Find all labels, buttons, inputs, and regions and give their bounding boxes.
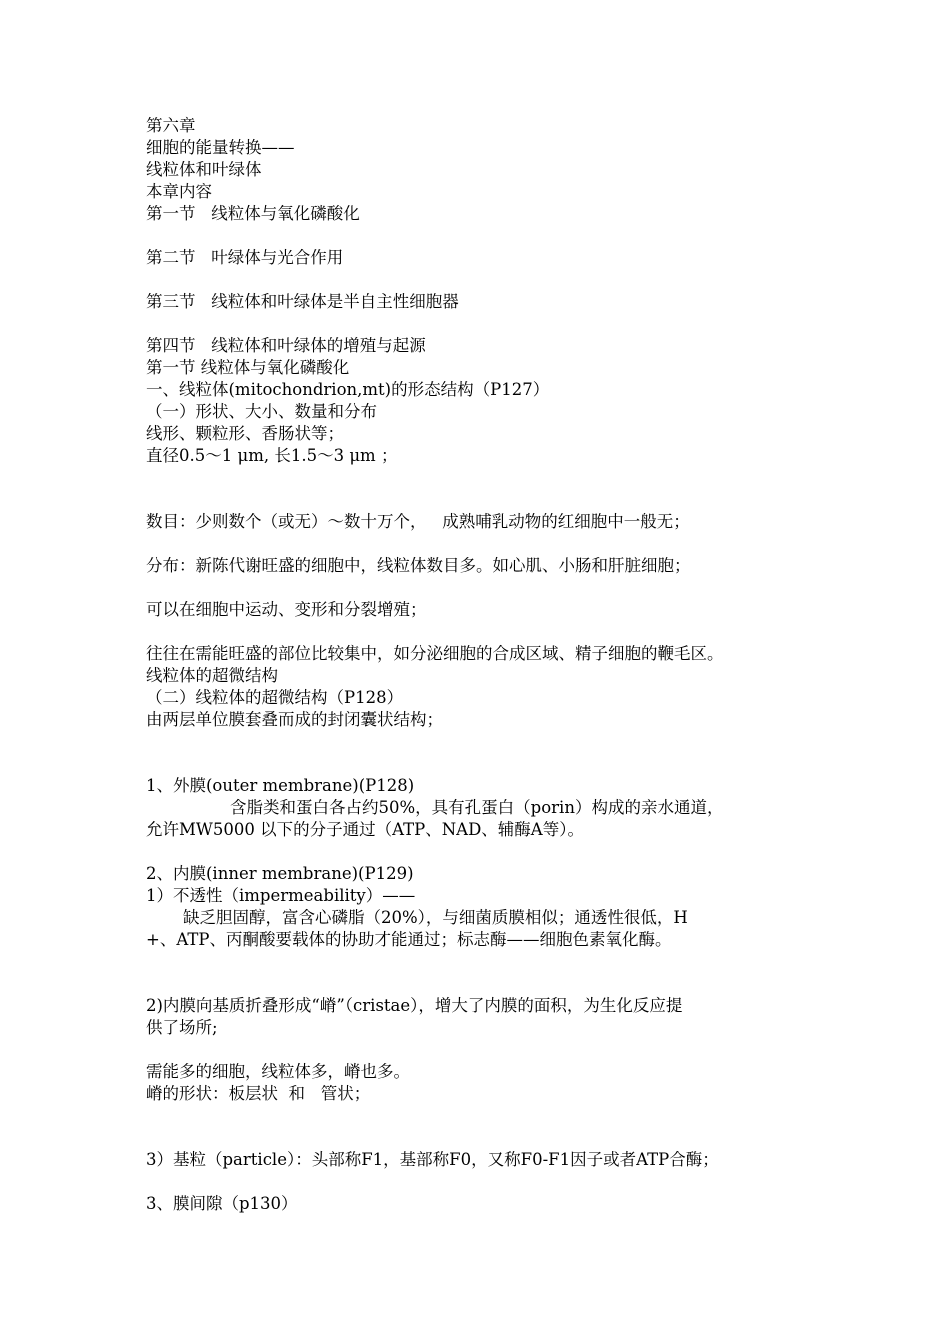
outer-membrane-text-2: 允许MW5000 以下的分子通过（ATP、NAD、辅酶A等）。 [146,820,584,839]
impermeability-text-1: 缺乏胆固醇，富含心磷脂（20%），与细菌质膜相似；通透性很低，H [183,908,688,927]
ultrastructure-title: 线粒体的超微结构 [146,666,278,685]
concentration-text: 往往在需能旺盛的部位比较集中，如分泌细胞的合成区域、精子细胞的鞭毛区。 [146,644,724,663]
outer-membrane-heading: 1、外膜(outer membrane)(P128) [146,776,415,795]
contents-item-2: 第二节 叶绿体与光合作用 [146,248,344,267]
chapter-number: 第六章 [146,116,196,135]
impermeability-text-2: +、ATP、丙酮酸要载体的协助才能通过；标志酶——细胞色素氧化酶。 [146,930,672,949]
distribution-text: 分布：新陈代谢旺盛的细胞中，线粒体数目多。如心肌、小肠和肝脏细胞； [146,556,691,575]
cristae-shape-text: 嵴的形状：板层状 和 管状； [146,1084,371,1103]
chapter-title-line-2: 线粒体和叶绿体 [146,160,262,179]
section-heading: 第一节 线粒体与氧化磷酸化 [146,358,350,377]
subsection-heading-2: （二）线粒体的超微结构（P128） [146,688,404,707]
contents-heading: 本章内容 [146,182,212,201]
contents-item-1: 第一节 线粒体与氧化磷酸化 [146,204,360,223]
contents-item-3: 第三节 线粒体和叶绿体是半自主性细胞器 [146,292,459,311]
part-heading: 一、线粒体(mitochondrion,mt)的形态结构（P127） [146,380,550,399]
number-text: 数目：少则数个（或无）～数十万个， 成熟哺乳动物的红细胞中一般无； [146,512,690,531]
ultrastructure-intro: 由两层单位膜套叠而成的封闭囊状结构； [146,710,443,729]
contents-item-4: 第四节 线粒体和叶绿体的增殖与起源 [146,336,426,355]
chapter-title-line-1: 细胞的能量转换—— [146,138,295,157]
inner-membrane-heading: 2、内膜(inner membrane)(P129) [146,864,414,883]
outer-membrane-text-1: 含脂类和蛋白各占约50%，具有孔蛋白（porin）构成的亲水通道， [230,798,724,817]
impermeability-heading: 1）不透性（impermeability）—— [146,886,416,905]
shape-text: 线形、颗粒形、香肠状等； [146,424,344,443]
intermembrane-heading: 3、膜间隙（p130） [146,1194,298,1213]
cristae-text-1: 2)内膜向基质折叠形成“嵴”（cristae），增大了内膜的面积，为生化反应提 [146,996,683,1015]
cristae-text-2: 供了场所; [146,1018,218,1037]
cristae-more-text: 需能多的细胞，线粒体多，嵴也多。 [146,1062,410,1081]
size-text: 直径0.5～1 μm, 长1.5～3 μm ； [146,446,398,465]
particle-text: 3）基粒（particle）：头部称F1，基部称F0，又称F0-F1因子或者ATP合酶； [146,1150,719,1169]
movement-text: 可以在细胞中运动、变形和分裂增殖； [146,600,427,619]
subsection-heading-1: （一）形状、大小、数量和分布 [146,402,377,421]
